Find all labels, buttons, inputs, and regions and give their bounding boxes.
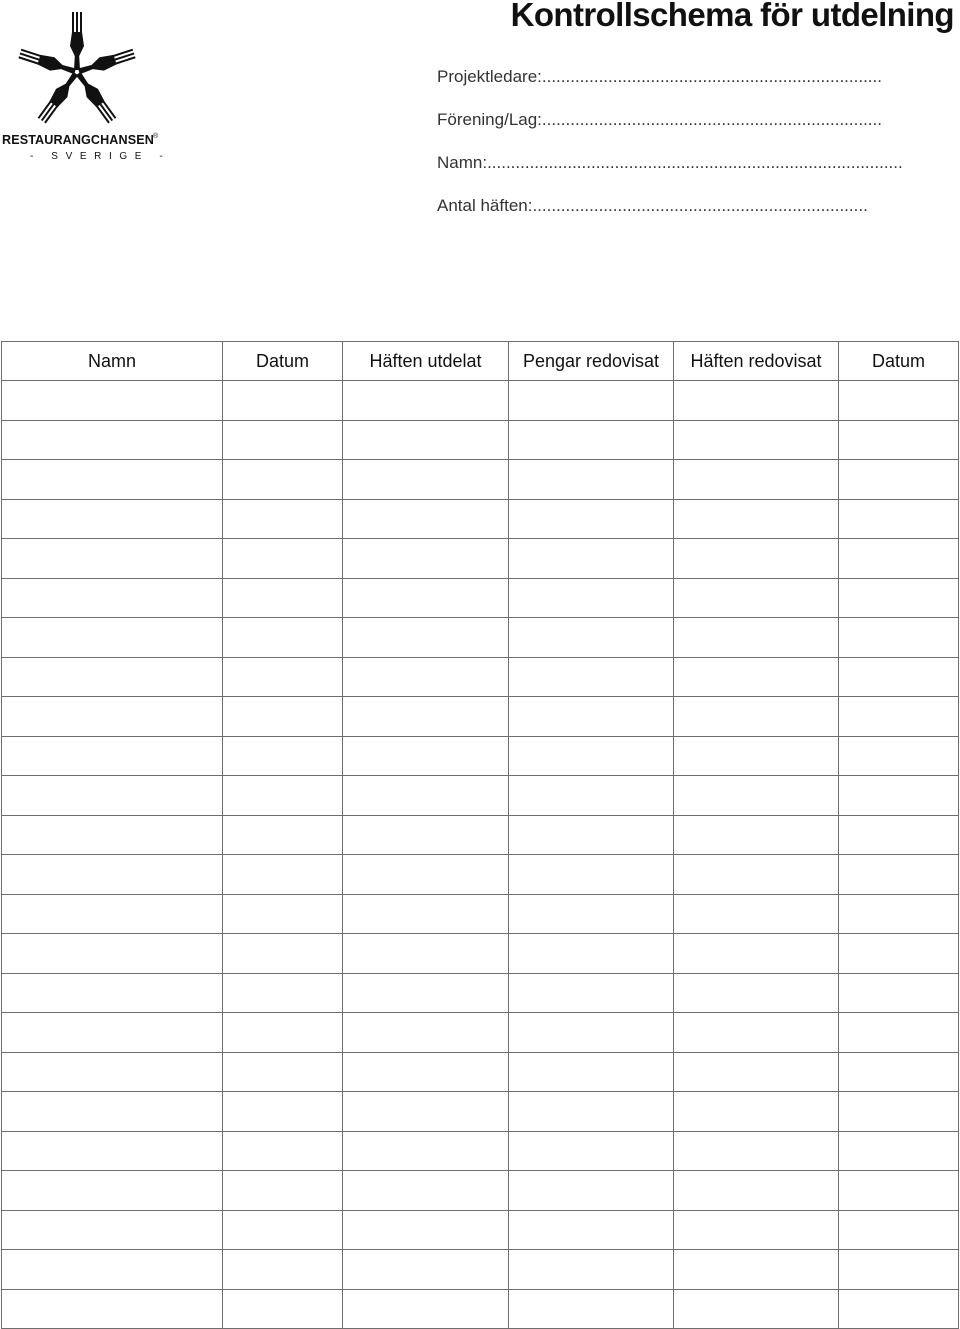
table-cell[interactable] (2, 1092, 223, 1132)
column-header-date-2: Datum (839, 342, 959, 381)
table-cell[interactable] (343, 1171, 509, 1211)
table-cell[interactable] (674, 420, 839, 460)
table-cell[interactable] (2, 1052, 223, 1092)
table-row (2, 1171, 959, 1211)
table-cell[interactable] (2, 539, 223, 579)
table-cell[interactable] (343, 697, 509, 737)
table-row (2, 460, 959, 500)
table-cell[interactable] (2, 460, 223, 500)
table-cell[interactable] (223, 776, 343, 816)
table-cell[interactable] (2, 618, 223, 658)
table-cell[interactable] (839, 420, 959, 460)
table-row (2, 1052, 959, 1092)
table-cell[interactable] (343, 815, 509, 855)
table-cell[interactable] (839, 539, 959, 579)
table-cell[interactable] (674, 973, 839, 1013)
table-row (2, 855, 959, 895)
table-cell[interactable] (839, 657, 959, 697)
table-cell[interactable] (509, 460, 674, 500)
column-header-money-reported: Pengar redovisat (509, 342, 674, 381)
table-cell[interactable] (343, 539, 509, 579)
table-cell[interactable] (674, 1092, 839, 1132)
table-cell[interactable] (2, 1013, 223, 1053)
table-cell[interactable] (223, 815, 343, 855)
table-cell[interactable] (509, 736, 674, 776)
table-cell[interactable] (509, 539, 674, 579)
table-cell[interactable] (223, 1013, 343, 1053)
table-cell[interactable] (343, 855, 509, 895)
table-cell[interactable] (223, 973, 343, 1013)
column-header-date: Datum (223, 342, 343, 381)
table-cell[interactable] (343, 1250, 509, 1290)
table-cell[interactable] (223, 657, 343, 697)
booklet-count-field[interactable]: Antal häften:....................................................................... (437, 196, 868, 215)
table-cell[interactable] (2, 381, 223, 421)
table-row (2, 1013, 959, 1053)
table-cell[interactable] (343, 1013, 509, 1053)
table-cell[interactable] (2, 1250, 223, 1290)
table-cell[interactable] (223, 1131, 343, 1171)
table-cell[interactable] (674, 934, 839, 974)
table-cell[interactable] (509, 697, 674, 737)
table-row (2, 1250, 959, 1290)
table-cell[interactable] (674, 499, 839, 539)
table-row (2, 973, 959, 1013)
header-fields (437, 67, 957, 239)
table-cell[interactable] (839, 934, 959, 974)
table-cell[interactable] (674, 1131, 839, 1171)
table-cell[interactable] (223, 855, 343, 895)
table-cell[interactable] (674, 697, 839, 737)
table-cell[interactable] (509, 578, 674, 618)
table-cell[interactable] (509, 381, 674, 421)
table-row (2, 420, 959, 460)
table-row (2, 1092, 959, 1132)
table-body (2, 381, 959, 1329)
table-row (2, 697, 959, 737)
table-cell[interactable] (343, 381, 509, 421)
table-cell[interactable] (343, 657, 509, 697)
table-cell[interactable] (674, 1052, 839, 1092)
table-cell[interactable] (223, 460, 343, 500)
table-cell[interactable] (839, 618, 959, 658)
table-cell[interactable] (343, 1092, 509, 1132)
table-cell[interactable] (343, 420, 509, 460)
table-cell[interactable] (509, 776, 674, 816)
table-cell[interactable] (839, 1052, 959, 1092)
table-cell[interactable] (343, 1131, 509, 1171)
table-cell[interactable] (509, 894, 674, 934)
table-cell[interactable] (509, 1052, 674, 1092)
table-cell[interactable] (343, 934, 509, 974)
table-cell[interactable] (2, 697, 223, 737)
table-cell[interactable] (839, 697, 959, 737)
table-cell[interactable] (839, 1210, 959, 1250)
table-cell[interactable] (674, 539, 839, 579)
table-cell[interactable] (223, 934, 343, 974)
table-cell[interactable] (509, 815, 674, 855)
page-title: Kontrollschema för utdelning (510, 0, 954, 33)
table-row (2, 1289, 959, 1329)
table-cell[interactable] (839, 578, 959, 618)
brand-country: - SVERIGE - (30, 151, 171, 162)
table-cell[interactable] (839, 381, 959, 421)
table-row (2, 736, 959, 776)
table-cell[interactable] (2, 894, 223, 934)
table-cell[interactable] (343, 460, 509, 500)
table-cell[interactable] (839, 1013, 959, 1053)
table-cell[interactable] (343, 894, 509, 934)
table-row (2, 381, 959, 421)
column-header-booklets-reported: Häften redovisat (674, 342, 839, 381)
table-cell[interactable] (839, 894, 959, 934)
table-cell[interactable] (223, 499, 343, 539)
table-cell[interactable] (343, 1210, 509, 1250)
table-cell[interactable] (2, 1289, 223, 1329)
table-cell[interactable] (223, 1210, 343, 1250)
table-cell[interactable] (223, 578, 343, 618)
table-cell[interactable] (509, 657, 674, 697)
table-cell[interactable] (223, 381, 343, 421)
table-cell[interactable] (223, 894, 343, 934)
table-cell[interactable] (509, 1210, 674, 1250)
table-cell[interactable] (839, 1171, 959, 1211)
registered-mark: ® (153, 133, 159, 140)
table-cell[interactable] (223, 539, 343, 579)
table-cell[interactable] (839, 736, 959, 776)
table-row (2, 499, 959, 539)
distribution-table (1, 341, 959, 1329)
table-cell[interactable] (674, 894, 839, 934)
star-of-forks-icon (13, 8, 141, 128)
table-cell[interactable] (509, 855, 674, 895)
table-row (2, 578, 959, 618)
table-cell[interactable] (2, 1131, 223, 1171)
table-cell[interactable] (2, 657, 223, 697)
table-cell[interactable] (509, 1092, 674, 1132)
table-cell[interactable] (343, 618, 509, 658)
table-cell[interactable] (839, 460, 959, 500)
table-cell[interactable] (674, 381, 839, 421)
table-cell[interactable] (223, 1289, 343, 1329)
table-cell[interactable] (674, 1013, 839, 1053)
table-cell[interactable] (674, 1210, 839, 1250)
name-field[interactable]: Namn:........................................................................................ (437, 153, 903, 172)
table-cell[interactable] (839, 973, 959, 1013)
table-cell[interactable] (223, 618, 343, 658)
table-cell[interactable] (674, 460, 839, 500)
association-team-field[interactable]: Förening/Lag:........................................................................ (437, 110, 882, 129)
table-row (2, 1131, 959, 1171)
table-cell[interactable] (343, 973, 509, 1013)
table-cell[interactable] (2, 1171, 223, 1211)
table-cell[interactable] (839, 1289, 959, 1329)
table-cell[interactable] (509, 499, 674, 539)
table-cell[interactable] (2, 973, 223, 1013)
table-cell[interactable] (2, 499, 223, 539)
table-cell[interactable] (839, 815, 959, 855)
table-cell[interactable] (2, 736, 223, 776)
table-cell[interactable] (343, 1289, 509, 1329)
table-cell[interactable] (839, 776, 959, 816)
table-cell[interactable] (509, 934, 674, 974)
table-row (2, 657, 959, 697)
table-cell[interactable] (509, 1171, 674, 1211)
table-cell[interactable] (839, 1250, 959, 1290)
table-cell[interactable] (674, 776, 839, 816)
table-row (2, 894, 959, 934)
table-cell[interactable] (509, 1250, 674, 1290)
table-cell[interactable] (223, 1052, 343, 1092)
table-cell[interactable] (2, 1210, 223, 1250)
column-header-name: Namn (2, 342, 223, 381)
table-cell[interactable] (839, 1092, 959, 1132)
table-cell[interactable] (223, 420, 343, 460)
table-row (2, 934, 959, 974)
table-header-row (2, 342, 959, 381)
table-cell[interactable] (223, 697, 343, 737)
logo (0, 4, 170, 164)
table-cell[interactable] (674, 1250, 839, 1290)
table-cell[interactable] (343, 736, 509, 776)
table-cell[interactable] (2, 776, 223, 816)
table-cell[interactable] (2, 855, 223, 895)
table-cell[interactable] (223, 1092, 343, 1132)
table-cell[interactable] (674, 855, 839, 895)
table-cell[interactable] (674, 1171, 839, 1211)
table-cell[interactable] (509, 1289, 674, 1329)
table-cell[interactable] (674, 815, 839, 855)
table-cell[interactable] (223, 1171, 343, 1211)
table-cell[interactable] (509, 618, 674, 658)
table-cell[interactable] (509, 420, 674, 460)
table-row (2, 776, 959, 816)
table-row (2, 539, 959, 579)
table-cell[interactable] (839, 855, 959, 895)
table-cell[interactable] (343, 1052, 509, 1092)
table-cell[interactable] (674, 1289, 839, 1329)
table-cell[interactable] (2, 420, 223, 460)
table-cell[interactable] (674, 618, 839, 658)
table-cell[interactable] (674, 657, 839, 697)
table-cell[interactable] (674, 736, 839, 776)
table-cell[interactable] (343, 578, 509, 618)
table-cell[interactable] (509, 973, 674, 1013)
table-cell[interactable] (223, 736, 343, 776)
table-cell[interactable] (343, 776, 509, 816)
table-cell[interactable] (839, 1131, 959, 1171)
table-cell[interactable] (2, 815, 223, 855)
table-cell[interactable] (223, 1250, 343, 1290)
brand-name: RESTAURANGCHANSEN (2, 133, 154, 147)
table-cell[interactable] (343, 499, 509, 539)
table-cell[interactable] (839, 499, 959, 539)
table-cell[interactable] (2, 578, 223, 618)
table-row (2, 618, 959, 658)
table-row (2, 1210, 959, 1250)
project-leader-field[interactable]: Projektledare:........................................................................ (437, 67, 882, 86)
column-header-booklets-handed-out: Häften utdelat (343, 342, 509, 381)
table-cell[interactable] (509, 1013, 674, 1053)
table-cell[interactable] (2, 934, 223, 974)
table-cell[interactable] (509, 1131, 674, 1171)
table-row (2, 815, 959, 855)
table-cell[interactable] (674, 578, 839, 618)
